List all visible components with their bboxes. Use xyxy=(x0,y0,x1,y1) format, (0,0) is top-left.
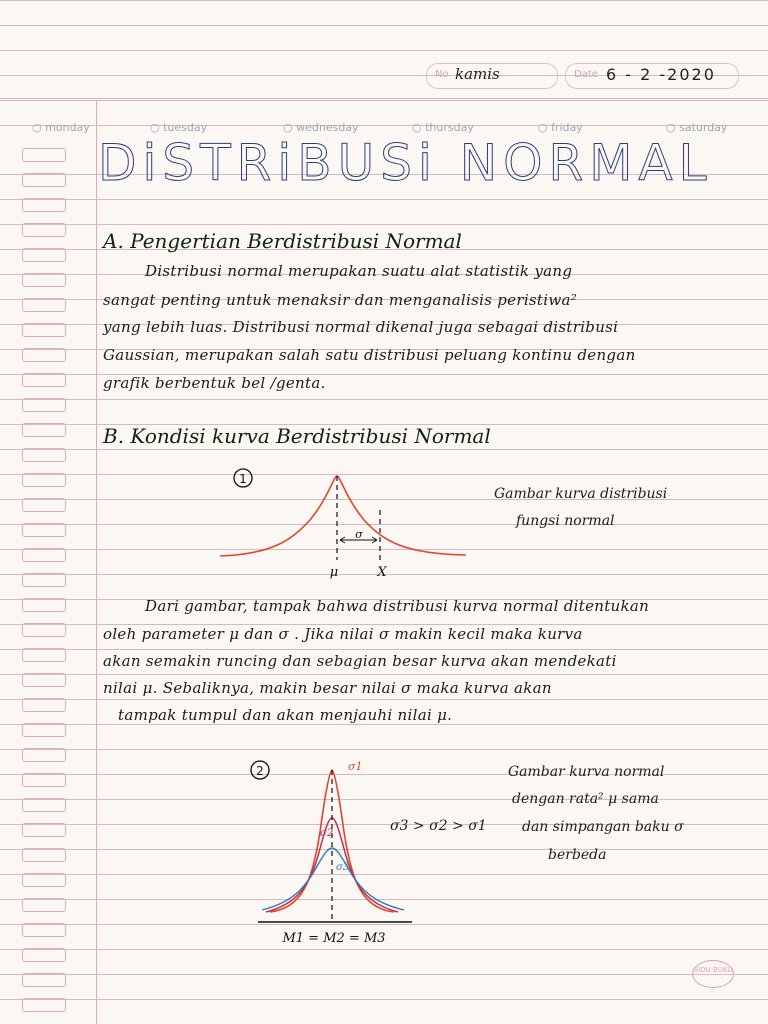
day-tuesday: ○ tuesday xyxy=(150,121,207,134)
section-b-line-5: tampak tumpul dan akan menjauhi nilai μ. xyxy=(118,706,453,724)
header-rule xyxy=(0,98,768,99)
figure2-sigma1-label: σ1 xyxy=(348,760,363,773)
section-a-line-3: yang lebih luas. Distribusi normal dikenal juga sebagai distribusi xyxy=(103,318,619,336)
figure1-x-label: X xyxy=(377,565,387,580)
no-value: kamis xyxy=(455,65,500,83)
figure2-number: 2 xyxy=(256,764,264,778)
section-a-line-4: Gaussian, merupakan salah satu distribusi peluang kontinu dengan xyxy=(103,346,636,364)
brand-stamp: SIDU BUKU xyxy=(692,960,734,988)
day-wednesday: ○ wednesday xyxy=(283,121,359,134)
section-b-heading: B. Kondisi kurva Berdistribusi Normal xyxy=(103,424,491,448)
binder-holes xyxy=(22,148,70,1023)
no-label: No xyxy=(435,69,449,80)
figure2-sigma2-label: σ2 xyxy=(320,828,334,839)
figure2-mu-label: M1 = M2 = M3 xyxy=(282,931,386,946)
figure1-mu-label: μ xyxy=(329,565,339,580)
figure1-normal-curve xyxy=(210,462,480,582)
figure2-sigma-relation: σ3 > σ2 > σ1 xyxy=(390,818,487,834)
no-field xyxy=(426,63,558,89)
page-title: DiSTRiBUSi NORMAL xyxy=(98,134,713,192)
section-b-line-1: Dari gambar, tampak bahwa distribusi kurva normal ditentukan xyxy=(145,597,650,615)
section-b-line-4: nilai μ. Sebaliknya, makin besar nilai σ maka kurva akan xyxy=(103,679,552,697)
section-b-line-2: oleh parameter μ dan σ . Jika nilai σ makin kecil maka kurva xyxy=(103,625,583,643)
figure1-caption-line-1: Gambar kurva distribusi xyxy=(494,486,668,502)
section-a-heading: A. Pengertian Berdistribusi Normal xyxy=(103,229,462,253)
figure2-caption-line-1: Gambar kurva normal xyxy=(508,764,665,780)
figure2-curve-sigma3 xyxy=(262,848,404,910)
figure1-caption-line-2: fungsi normal xyxy=(516,513,615,529)
date-field xyxy=(565,63,739,89)
date-label: Date xyxy=(574,69,598,80)
figure2-caption-line-4: berbeda xyxy=(548,847,607,863)
figure1-sigma-label: σ xyxy=(355,528,363,541)
day-saturday: ○ saturday xyxy=(666,121,727,134)
figure2-caption-line-2: dengan rata² μ sama xyxy=(512,791,659,807)
date-value: 6 - 2 -2020 xyxy=(606,65,716,84)
section-b-line-3: akan semakin runcing dan sebagian besar kurva akan mendekati xyxy=(103,652,617,670)
day-monday: ○ monday xyxy=(32,121,90,134)
figure1-curve xyxy=(220,476,466,556)
day-thursday: ○ thursday xyxy=(412,121,474,134)
section-a-line-5: grafik berbentuk bel /genta. xyxy=(103,374,326,392)
section-a-line-1: Distribusi normal merupakan suatu alat statistik yang xyxy=(145,262,573,280)
margin-line xyxy=(96,100,97,1024)
figure2-caption-line-3: dan simpangan baku σ xyxy=(522,819,684,835)
figure2-sigma3-label: σ3 xyxy=(336,862,350,873)
figure2-normal-curves xyxy=(240,752,430,952)
figure1-number: 1 xyxy=(239,472,247,486)
day-friday: ○ friday xyxy=(538,121,583,134)
section-a-line-2: sangat penting untuk menaksir dan menganalisis peristiwa² xyxy=(103,291,578,309)
